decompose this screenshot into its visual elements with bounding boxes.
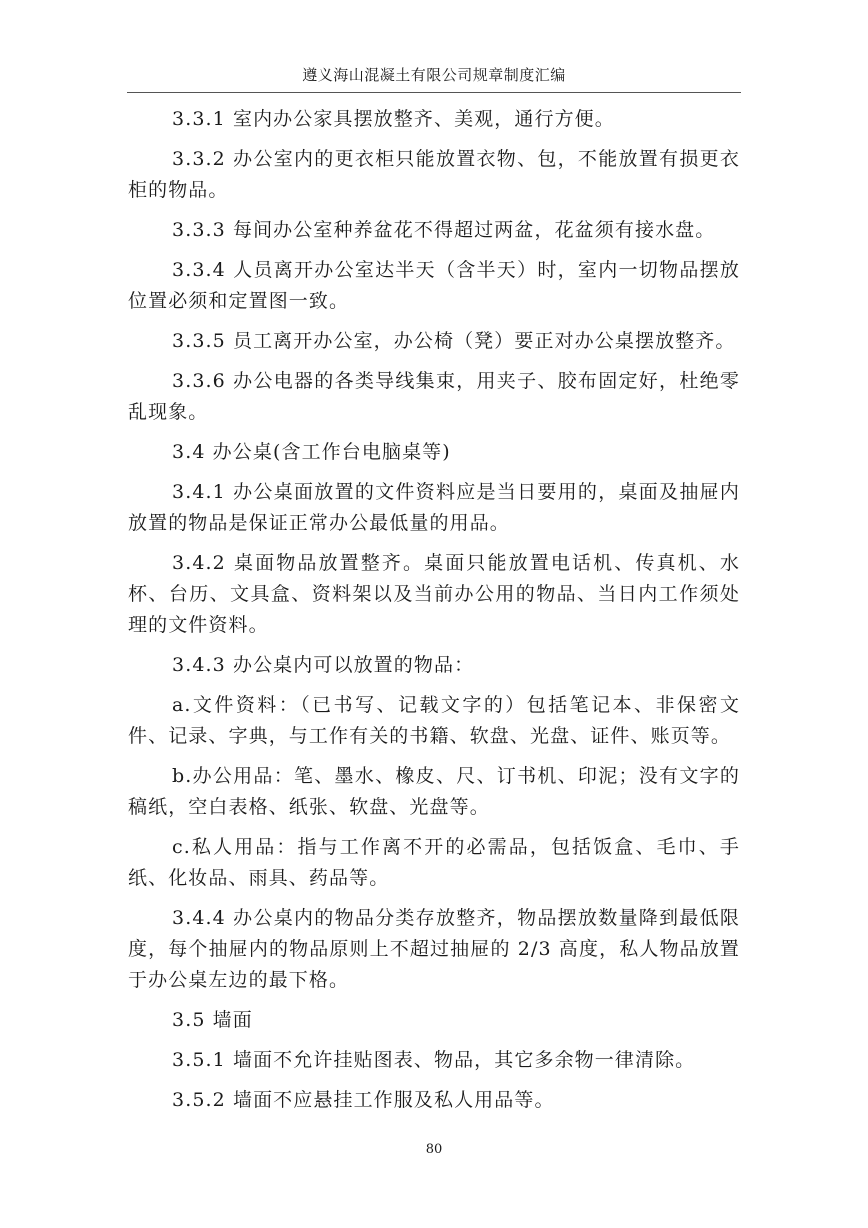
paragraph-3-5-1: 3.5.1 墙面不允许挂贴图表、物品，其它多余物一律清除。 xyxy=(172,1049,696,1071)
list-item-c-personal-items: c.私人用品：指与工作离不开的必需品，包括饭盒、毛巾、手纸、化妆品、雨具、药品等。 xyxy=(128,836,740,889)
header-divider xyxy=(127,92,741,93)
document-header: 遵义海山混凝土有限公司规章制度汇编 xyxy=(302,66,566,84)
page-number: 80 xyxy=(425,1142,443,1157)
section-heading-3-4: 3.4 办公桌(含工作台电脑桌等) xyxy=(172,441,451,463)
paragraph-3-3-6: 3.3.6 办公电器的各类导线集束，用夹子、胶布固定好，杜绝零乱现象。 xyxy=(128,370,740,423)
paragraph-3-5-2: 3.5.2 墙面不应悬挂工作服及私人用品等。 xyxy=(172,1089,555,1111)
paragraph-3-3-2: 3.3.2 办公室内的更衣柜只能放置衣物、包，不能放置有损更衣柜的物品。 xyxy=(128,148,740,201)
paragraph-3-3-4: 3.3.4 人员离开办公室达半天（含半天）时，室内一切物品摆放位置必须和定置图一致。 xyxy=(128,259,740,312)
paragraph-3-3-1: 3.3.1 室内办公家具摆放整齐、美观，通行方便。 xyxy=(172,108,615,130)
document-body xyxy=(128,104,740,1125)
paragraph-3-4-2: 3.4.2 桌面物品放置整齐。桌面只能放置电话机、传真机、水杯、台历、文具盒、资料架以及当前办公用的物品、当日内工作须处理的文件资料。 xyxy=(128,552,740,636)
section-heading-3-5: 3.5 墙面 xyxy=(172,1009,253,1031)
paragraph-3-3-3: 3.3.3 每间办公室种养盆花不得超过两盆，花盆须有接水盘。 xyxy=(172,219,716,241)
list-item-b-office-supplies: b.办公用品：笔、墨水、橡皮、尺、订书机、印泥；没有文字的稿纸，空白表格、纸张、软盘、光盘等。 xyxy=(128,765,740,818)
paragraph-3-4-1: 3.4.1 办公桌面放置的文件资料应是当日要用的，桌面及抽屉内放置的物品是保证正常办公最低量的用品。 xyxy=(128,481,740,534)
paragraph-3-4-4: 3.4.4 办公桌内的物品分类存放整齐，物品摆放数量降到最低限度，每个抽屉内的物品原则上不超过抽屉的 2/3 高度，私人物品放置于办公桌左边的最下格。 xyxy=(128,907,740,991)
paragraph-3-4-3: 3.4.3 办公桌内可以放置的物品： xyxy=(172,654,475,676)
list-item-a-documents: a.文件资料：（已书写、记载文字的）包括笔记本、非保密文件、记录、字典，与工作有关的书籍、软盘、光盘、证件、账页等。 xyxy=(128,694,740,747)
paragraph-3-3-5: 3.3.5 员工离开办公室，办公椅（凳）要正对办公桌摆放整齐。 xyxy=(172,330,736,352)
